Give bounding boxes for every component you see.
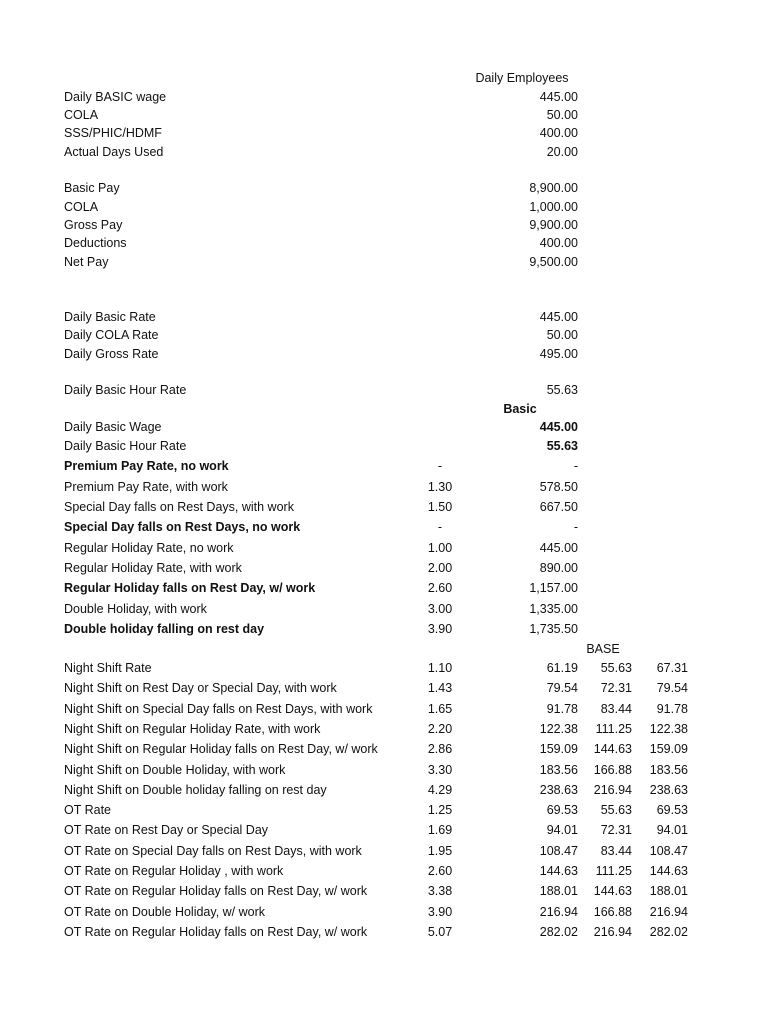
shift-row-base: 83.44: [600, 701, 632, 716]
rate-value-cola: 50.00: [546, 328, 578, 342]
rate-label-cola: Daily COLA Rate: [64, 328, 159, 342]
rate-value-gross: 495.00: [539, 347, 578, 361]
premium-row-value: 445.00: [539, 541, 578, 555]
input-label-days-used: Actual Days Used: [64, 145, 164, 159]
pay-value-cola: 1,000.00: [529, 200, 578, 214]
shift-row-base: 144.63: [593, 884, 632, 899]
shift-row-value: 238.63: [539, 782, 578, 797]
shift-row-base: 111.25: [595, 864, 632, 878]
premium-row-multiplier: 2.00: [427, 561, 453, 575]
shift-row-extended: 79.54: [656, 681, 688, 696]
shift-row-multiplier: 2.20: [427, 721, 453, 736]
input-label-contributions: SSS/PHIC/HDMF: [64, 126, 162, 140]
premium-row-label: Regular Holiday Rate, with work: [64, 561, 242, 575]
premium-row-multiplier: 3.90: [427, 622, 453, 636]
premium-row-label: Regular Holiday Rate, no work: [64, 541, 234, 555]
rate-label-gross: Daily Gross Rate: [64, 347, 159, 361]
shift-row-multiplier: 1.10: [427, 661, 453, 675]
shift-row-multiplier: 5.07: [427, 924, 453, 939]
shift-row-extended: 144.63: [649, 864, 688, 878]
shift-row-multiplier: 1.65: [427, 701, 453, 716]
shift-row-value: 216.94: [539, 904, 578, 919]
shift-row-base: 72.31: [600, 681, 632, 696]
pay-value-deductions: 400.00: [539, 236, 578, 250]
shift-row-base: 55.63: [600, 661, 632, 675]
shift-row-value: 144.63: [539, 864, 578, 878]
shift-row-value: 183.56: [539, 762, 578, 777]
premium-row-value: 1,335.00: [529, 602, 578, 616]
shift-row-value: 282.02: [539, 924, 578, 939]
premium-row-value: 578.50: [539, 480, 578, 494]
shift-row-value: 159.09: [539, 742, 578, 757]
pay-value-gross: 9,900.00: [529, 218, 578, 232]
input-value-cola: 50.00: [546, 108, 578, 122]
premium-row-value: 890.00: [539, 561, 578, 575]
shift-row-label: OT Rate on Double Holiday, w/ work: [64, 904, 266, 919]
shift-row-base: 166.88: [593, 762, 632, 777]
premium-row-label: Premium Pay Rate, with work: [64, 480, 228, 494]
shift-row-base: 55.63: [600, 803, 632, 818]
shift-row-label: Night Shift Rate: [64, 661, 152, 675]
shift-row-multiplier: 1.95: [427, 843, 453, 858]
premium-row-value: -: [573, 459, 578, 473]
shift-row-label: Night Shift on Special Day falls on Rest Days, with work: [64, 701, 373, 716]
shift-row-label: OT Rate on Regular Holiday , with work: [64, 864, 284, 878]
input-label-cola: COLA: [64, 108, 99, 122]
shift-row-value: 122.38: [539, 721, 578, 736]
shift-row-value: 94.01: [546, 823, 578, 838]
base-heading: BASE: [586, 642, 620, 656]
shift-row-base: 111.25: [595, 721, 632, 736]
premium-row-label: Regular Holiday falls on Rest Day, w/ work: [64, 581, 316, 595]
input-value-basic-wage: 445.00: [539, 90, 578, 104]
pay-label-gross: Gross Pay: [64, 218, 123, 232]
shift-row-base: 83.44: [600, 843, 632, 858]
shift-row-value: 69.53: [546, 803, 578, 818]
shift-row-label: OT Rate on Rest Day or Special Day: [64, 823, 269, 838]
shift-row-extended: 122.38: [649, 721, 688, 736]
premium-row-value: -: [573, 520, 578, 534]
shift-row-multiplier: 1.69: [427, 823, 453, 838]
shift-row-multiplier: 2.86: [427, 742, 453, 757]
basic-heading: Basic: [503, 402, 537, 416]
shift-row-extended: 108.47: [649, 843, 688, 858]
input-label-basic-wage: Daily BASIC wage: [64, 90, 167, 104]
rate-value-basic: 445.00: [539, 310, 578, 324]
hour-rate-label: Daily Basic Hour Rate: [64, 383, 187, 397]
shift-row-base: 216.94: [593, 782, 632, 797]
premium-row-label: Special Day falls on Rest Days, no work: [64, 520, 301, 534]
shift-row-label: OT Rate: [64, 803, 112, 818]
shift-row-multiplier: 1.43: [427, 681, 453, 696]
pay-value-basic: 8,900.00: [529, 181, 578, 195]
premium-row-value: 667.50: [539, 500, 578, 514]
pay-label-net: Net Pay: [64, 255, 109, 269]
shift-row-base: 144.63: [593, 742, 632, 757]
shift-row-extended: 188.01: [649, 884, 688, 899]
input-value-days-used: 20.00: [546, 145, 578, 159]
basic-hour-value: 55.63: [546, 439, 578, 453]
column-title: Daily Employees: [475, 71, 569, 85]
shift-row-extended: 238.63: [649, 782, 688, 797]
shift-row-value: 108.47: [539, 843, 578, 858]
shift-row-multiplier: 3.90: [427, 904, 453, 919]
shift-row-base: 166.88: [593, 904, 632, 919]
shift-row-multiplier: 3.38: [427, 884, 453, 899]
shift-row-extended: 91.78: [656, 701, 688, 716]
premium-row-value: 1,735.50: [529, 622, 578, 636]
pay-label-basic: Basic Pay: [64, 181, 120, 195]
basic-wage-label: Daily Basic Wage: [64, 420, 162, 434]
premium-row-multiplier: 1.00: [427, 541, 453, 555]
shift-row-value: 61.19: [546, 661, 578, 675]
premium-row-label: Double holiday falling on rest day: [64, 622, 265, 636]
shift-row-multiplier: 2.60: [427, 864, 453, 878]
shift-row-extended: 94.01: [656, 823, 688, 838]
shift-row-label: Night Shift on Double Holiday, with work: [64, 762, 286, 777]
shift-row-label: OT Rate on Regular Holiday falls on Rest Day, w/ work: [64, 884, 368, 899]
shift-row-multiplier: 1.25: [427, 803, 453, 818]
shift-row-extended: 69.53: [656, 803, 688, 818]
shift-row-extended: 183.56: [649, 762, 688, 777]
premium-row-label: Premium Pay Rate, no work: [64, 459, 229, 473]
shift-row-label: Night Shift on Double holiday falling on rest day: [64, 782, 327, 797]
shift-row-label: Night Shift on Rest Day or Special Day, with work: [64, 681, 337, 696]
shift-row-extended: 159.09: [649, 742, 688, 757]
basic-hour-label: Daily Basic Hour Rate: [64, 439, 187, 453]
pay-label-cola: COLA: [64, 200, 99, 214]
shift-row-label: Night Shift on Regular Holiday falls on Rest Day, w/ work: [64, 742, 378, 757]
premium-row-multiplier: -: [437, 520, 443, 534]
shift-row-multiplier: 3.30: [427, 762, 453, 777]
pay-value-net: 9,500.00: [529, 255, 578, 269]
premium-row-label: Double Holiday, with work: [64, 602, 207, 616]
shift-row-extended: 67.31: [656, 661, 688, 675]
shift-row-base: 216.94: [593, 924, 632, 939]
rate-label-basic: Daily Basic Rate: [64, 310, 156, 324]
premium-row-label: Special Day falls on Rest Days, with work: [64, 500, 294, 514]
shift-row-value: 79.54: [546, 681, 578, 696]
hour-rate-value: 55.63: [546, 383, 578, 397]
premium-row-multiplier: 2.60: [427, 581, 453, 595]
pay-label-deductions: Deductions: [64, 236, 127, 250]
shift-row-label: OT Rate on Regular Holiday falls on Rest Day, w/ work: [64, 924, 368, 939]
shift-row-label: Night Shift on Regular Holiday Rate, with work: [64, 721, 321, 736]
input-value-contributions: 400.00: [539, 126, 578, 140]
shift-row-extended: 282.02: [649, 924, 688, 939]
shift-row-base: 72.31: [600, 823, 632, 838]
shift-row-value: 91.78: [546, 701, 578, 716]
shift-row-value: 188.01: [539, 884, 578, 899]
shift-row-extended: 216.94: [649, 904, 688, 919]
premium-row-value: 1,157.00: [529, 581, 578, 595]
premium-row-multiplier: 1.30: [427, 480, 453, 494]
premium-row-multiplier: 3.00: [427, 602, 453, 616]
premium-row-multiplier: 1.50: [427, 500, 453, 514]
premium-row-multiplier: -: [437, 459, 443, 473]
shift-row-label: OT Rate on Special Day falls on Rest Days, with work: [64, 843, 362, 858]
basic-wage-value: 445.00: [539, 420, 578, 434]
shift-row-multiplier: 4.29: [427, 782, 453, 797]
